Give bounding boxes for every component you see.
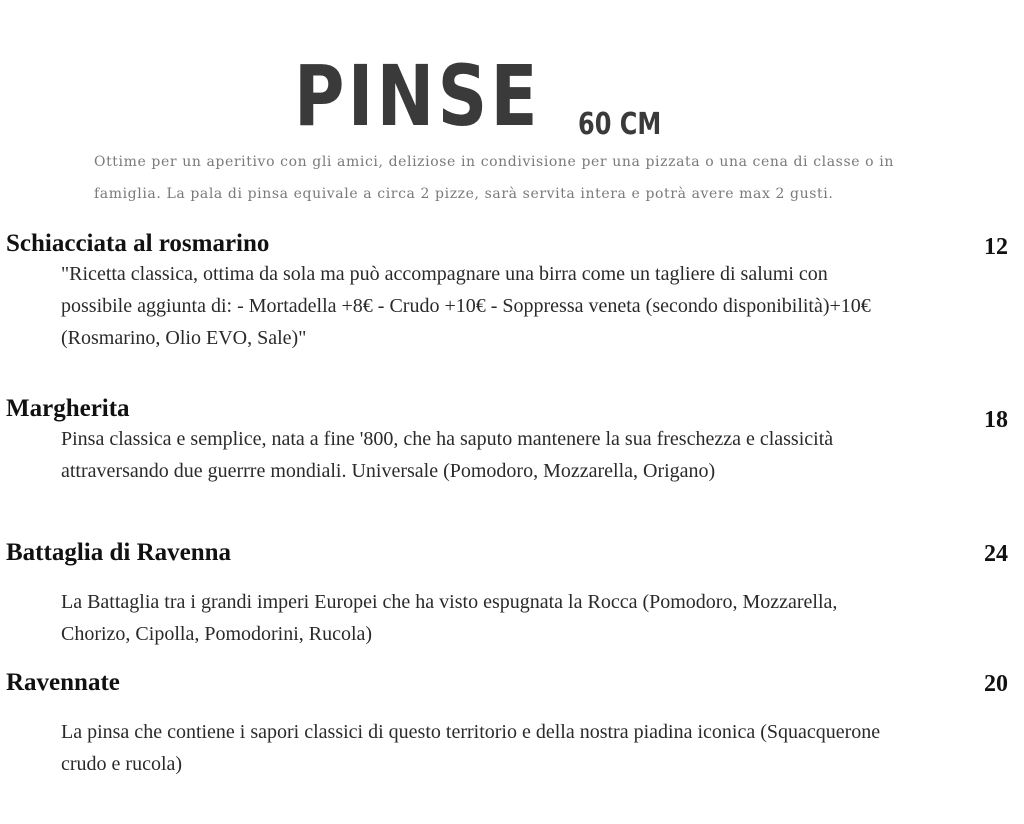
menu-item [6,538,1016,653]
item-name: Battaglia di Ravenna [6,539,232,566]
menu-intro: Ottime per un aperitivo con gli amici, deliziose in condivisione per una pizzata o una cena di classe o in famiglia. La pala di pinsa equivale a circa 2 pizze, sarà servita intera e potrà avere max 2 gusti. [94,154,894,202]
item-price: 24 [984,541,1008,567]
item-price: 20 [984,671,1008,697]
item-description: Pinsa classica e semplice, nata a fine '800, che ha saputo mantenere la sua freschezza e classicità attraversando due guerrre mondiali. Universale (Pomodoro, Mozzarella, Origano) [61,428,834,482]
item-name: Margherita [6,395,130,422]
item-name: Ravennate [6,669,120,696]
item-description: "Ricetta classica, ottima da sola ma può accompagnare una birra come un tagliere di salumi con possibile aggiunta di: - Mortadella +8€ - Crudo +10€ - Soppressa veneta (secondo disponibilità)+10€ (Rosmarino, Olio EVO, Sale)" [61,263,871,349]
menu-item [6,668,1016,783]
item-name: Schiacciata al rosmarino [6,230,270,257]
menu-item [6,229,1016,359]
item-description: La Battaglia tra i grandi imperi Europei che ha visto espugnata la Rocca (Pomodoro, Mozzarella, Chorizo, Cipolla, Pomodorini, Rucola) [61,591,838,645]
pinsa-size: 60 CM [578,107,662,142]
item-price: 12 [984,234,1008,260]
menu-item [6,394,1016,524]
item-description: La pinsa che contiene i sapori classici di questo territorio e della nostra piadina iconica (Squacquerone crudo e rucola) [61,721,881,775]
item-price: 18 [984,407,1008,433]
menu-header [0,47,1024,150]
menu-title: PINSE [294,47,541,145]
